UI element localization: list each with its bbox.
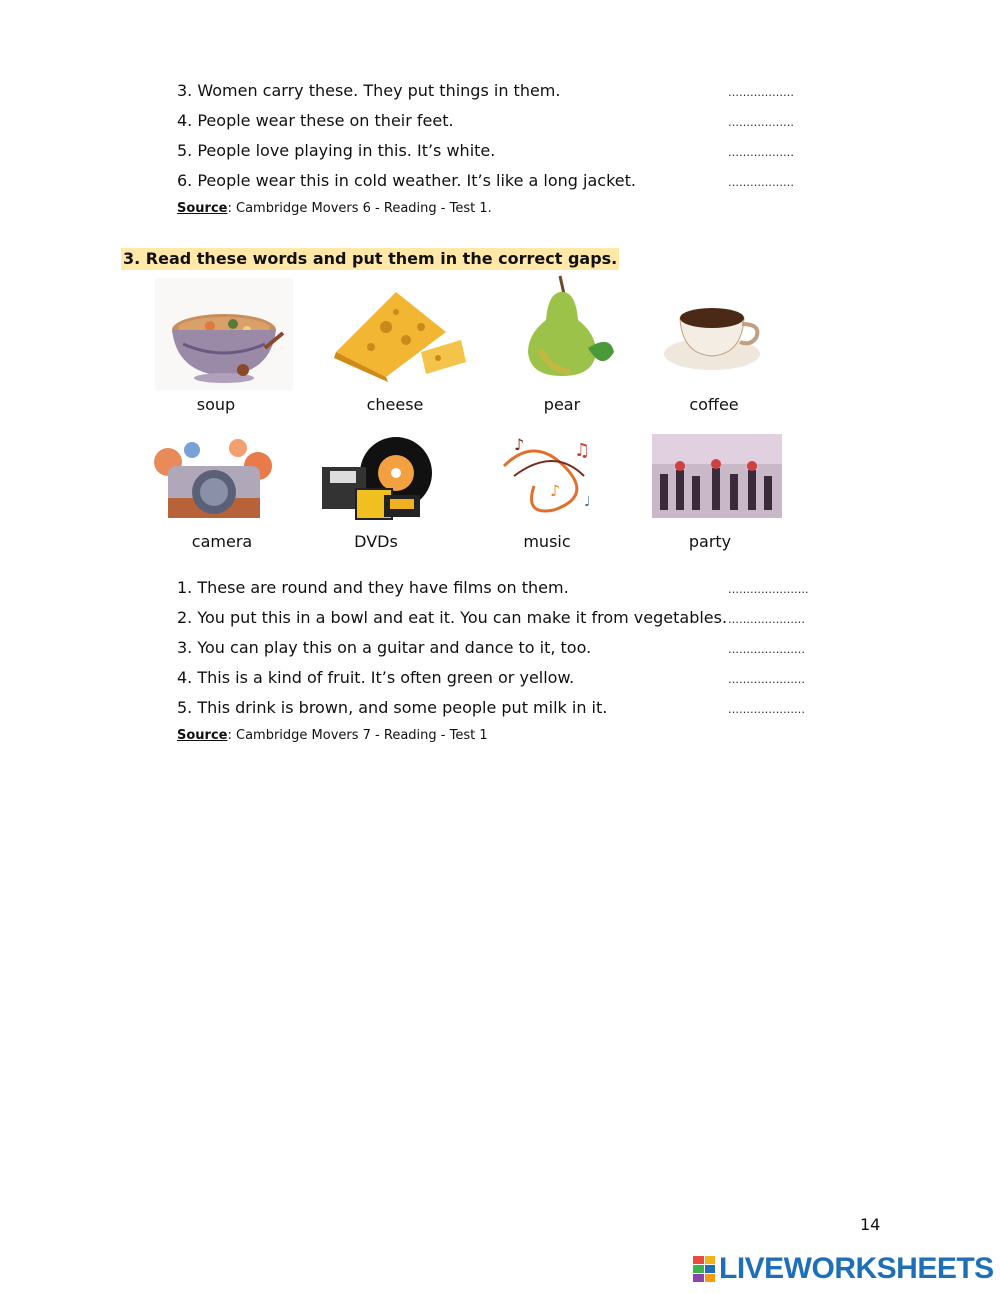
soup-picture: [155, 278, 293, 390]
question-line: 3. Women carry these. They put things in them.: [177, 81, 561, 100]
answer-gap[interactable]: ………………: [728, 116, 794, 129]
question-line: 5. People love playing in this. It’s white.: [177, 141, 496, 160]
source-text: : Cambridge Movers 6 - Reading - Test 1.: [227, 201, 492, 216]
answer-gap[interactable]: ………………: [728, 86, 794, 99]
logo-text: LIVEWORKSHEETS: [719, 1252, 994, 1285]
word-pear: pear: [543, 395, 581, 414]
source-note: [177, 728, 488, 743]
page-number: 14: [860, 1215, 881, 1234]
word-cheese: cheese: [366, 395, 424, 414]
question-line: 1. These are round and they have films on them.: [177, 578, 569, 597]
word-music: music: [523, 532, 571, 551]
answer-gap[interactable]: …………………: [728, 643, 805, 656]
question-line: 3. You can play this on a guitar and dance to it, too.: [177, 638, 592, 657]
answer-gap[interactable]: ………………….: [728, 583, 809, 596]
word-party: party: [688, 532, 732, 551]
svg-text:♪: ♪: [514, 435, 525, 454]
coffee-picture: [662, 284, 766, 378]
source-label: Source: [177, 201, 228, 216]
word-coffee: coffee: [689, 395, 739, 414]
word-camera: camera: [191, 532, 253, 551]
camera-picture: [148, 436, 280, 522]
answer-gap[interactable]: …………………: [728, 613, 805, 626]
section-heading: 3. Read these words and put them in the correct gaps.: [123, 249, 618, 268]
cheese-picture: [326, 282, 470, 382]
dvds-picture: [322, 433, 434, 521]
svg-text:♪: ♪: [550, 481, 561, 500]
question-line: 6. People wear this in cold weather. It’s like a long jacket.: [177, 171, 636, 190]
question-line: 4. People wear these on their feet.: [177, 111, 454, 130]
question-line: 4. This is a kind of fruit. It’s often green or yellow.: [177, 668, 575, 687]
source-text: : Cambridge Movers 7 - Reading - Test 1: [227, 728, 488, 743]
word-dvds: DVDs: [354, 532, 398, 551]
svg-text:♫: ♫: [574, 440, 591, 461]
answer-gap[interactable]: ………………: [728, 146, 794, 159]
liveworksheets-logo[interactable]: [693, 1253, 994, 1285]
pear-picture: [510, 272, 616, 380]
source-label: Source: [177, 728, 228, 743]
logo-icon: [693, 1256, 715, 1282]
question-line: 2. You put this in a bowl and eat it. You can make it from vegetables.: [177, 608, 728, 627]
answer-gap[interactable]: …………………: [728, 673, 805, 686]
answer-gap[interactable]: ………………: [728, 176, 794, 189]
answer-gap[interactable]: …………………: [728, 703, 805, 716]
party-picture: [652, 434, 782, 518]
music-picture: [494, 426, 608, 520]
question-line: 5. This drink is brown, and some people put milk in it.: [177, 698, 608, 717]
svg-text:♩: ♩: [584, 494, 591, 510]
word-soup: soup: [196, 395, 236, 414]
source-note: [177, 201, 492, 216]
